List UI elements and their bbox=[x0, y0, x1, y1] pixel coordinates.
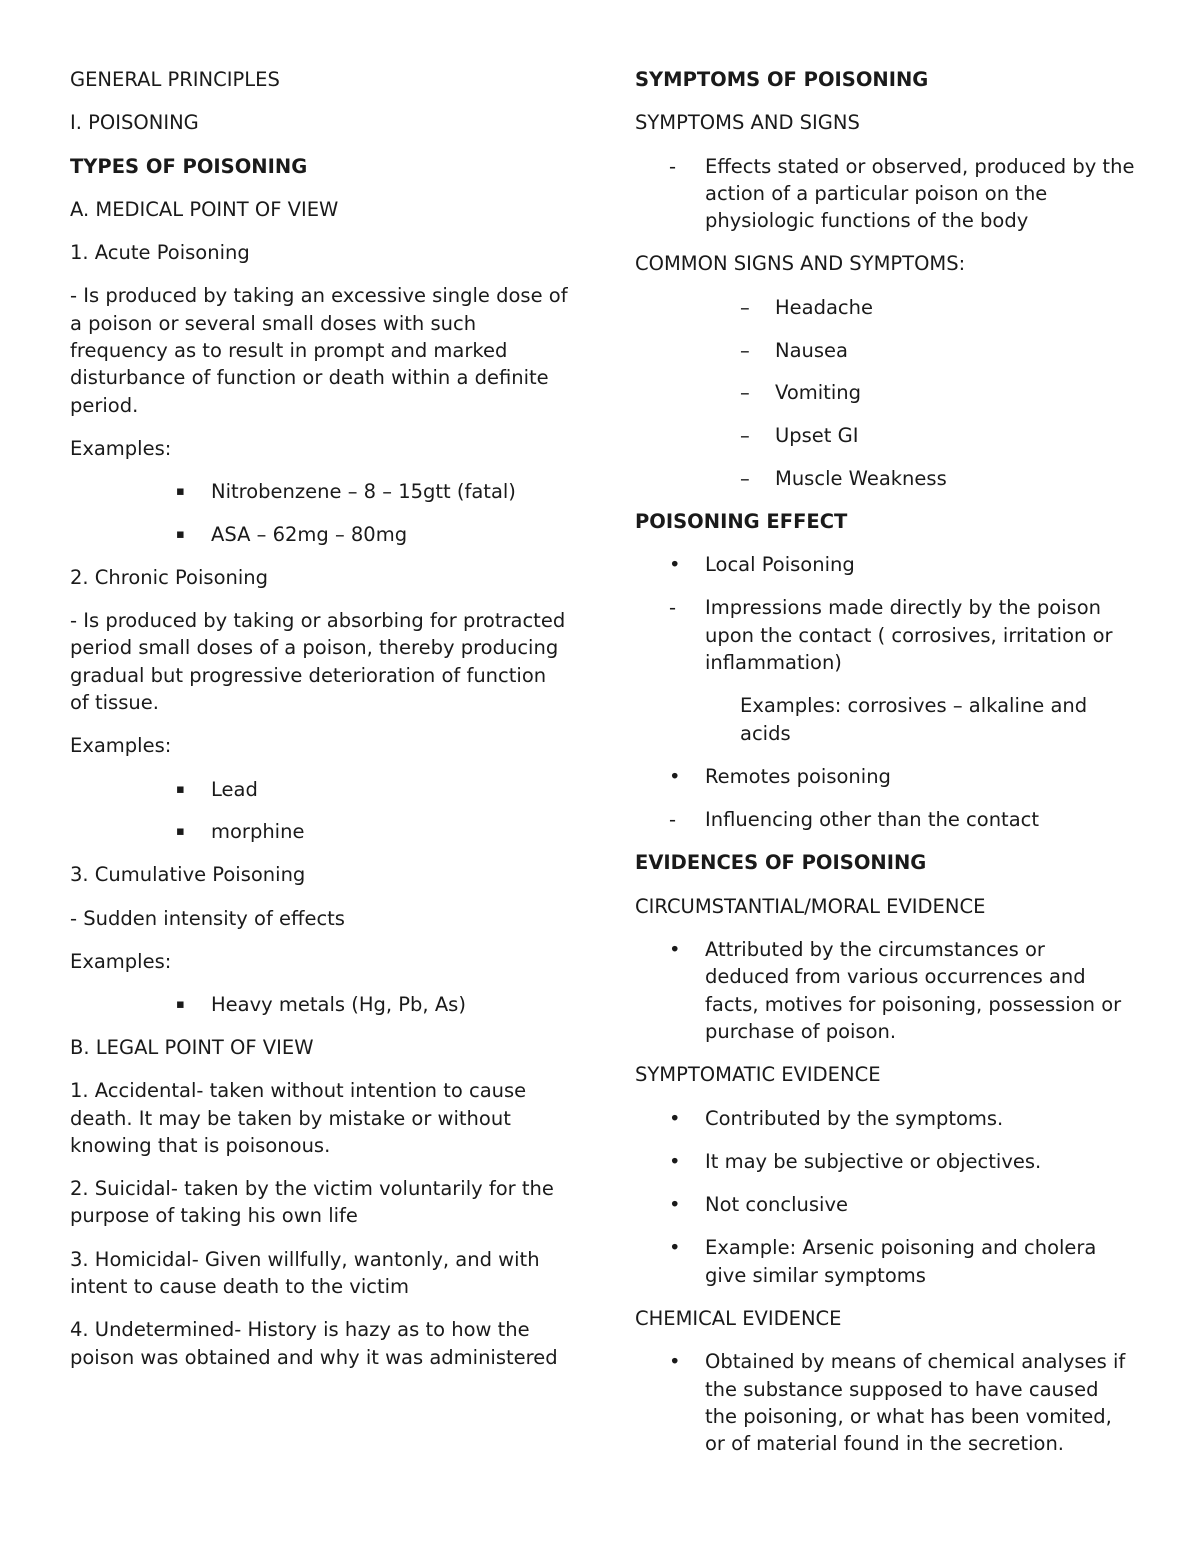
dash-bullet-icon: - bbox=[669, 154, 677, 178]
dash-bullet-icon: - bbox=[669, 596, 677, 620]
list-item: ▪ Nitrobenzene – 8 – 15gtt (fatal) bbox=[70, 478, 570, 505]
en-dash-bullet-icon: – bbox=[740, 338, 750, 362]
local-example-note: Examples: corrosives – alkaline and acids bbox=[740, 694, 1088, 745]
list-item: – Headache bbox=[635, 294, 1135, 321]
list-item: • Local Poisoning bbox=[635, 551, 1135, 578]
list-item: – Upset GI bbox=[635, 422, 1135, 449]
list-item: – Vomiting bbox=[635, 379, 1135, 406]
en-dash-bullet-icon: – bbox=[740, 295, 750, 319]
list-item: • Contributed by the symptoms. bbox=[635, 1105, 1135, 1132]
legal-pov-heading: B. LEGAL POINT OF VIEW bbox=[70, 1035, 314, 1059]
symptoms-signs-subheading: SYMPTOMS AND SIGNS bbox=[635, 111, 860, 135]
medical-pov-heading: A. MEDICAL POINT OF VIEW bbox=[70, 197, 339, 221]
symptoms-heading: SYMPTOMS OF POISONING bbox=[635, 68, 929, 91]
right-column bbox=[635, 66, 1135, 1473]
square-bullet-icon: ▪ bbox=[176, 781, 185, 797]
bullet-icon: • bbox=[669, 938, 681, 962]
chemical-subheading: CHEMICAL EVIDENCE bbox=[635, 1307, 842, 1330]
en-dash-bullet-icon: – bbox=[740, 381, 750, 405]
list-item: - Influencing other than the contact bbox=[635, 806, 1135, 833]
list-item: ▪ Heavy metals (Hg, Pb, As) bbox=[70, 991, 570, 1018]
examples-label: Examples: bbox=[70, 734, 172, 758]
list-item: • Not conclusive bbox=[635, 1191, 1135, 1218]
acute-title: 1. Acute Poisoning bbox=[70, 241, 250, 265]
list-item: – Nausea bbox=[635, 337, 1135, 364]
list-item: ▪ morphine bbox=[70, 818, 570, 845]
poisoning-heading: I. POISONING bbox=[70, 111, 199, 135]
examples-label: Examples: bbox=[70, 949, 172, 973]
bullet-icon: • bbox=[669, 1149, 681, 1173]
list-item: • Attributed by the circumstances or deduced from various occurrences and facts, motives for poisoning, possession or purchase of poison. bbox=[669, 938, 1122, 1043]
bullet-icon: • bbox=[669, 1236, 681, 1260]
list-item: - Impressions made directly by the poison upon the contact ( corrosives, irritation or inflammation) bbox=[669, 596, 1113, 674]
common-signs-subheading: COMMON SIGNS AND SYMPTOMS: bbox=[635, 252, 966, 276]
en-dash-bullet-icon: – bbox=[740, 466, 750, 490]
list-item: • Example: Arsenic poisoning and cholera give similar symptoms bbox=[669, 1236, 1097, 1287]
acute-description: - Is produced by taking an excessive single dose of a poison or several small doses with such frequency as to result in prompt and marked disturbance of function or death within a definite period. bbox=[70, 284, 568, 417]
types-heading: TYPES OF POISONING bbox=[70, 154, 308, 178]
list-item: – Muscle Weakness bbox=[635, 465, 1135, 492]
chronic-title: 2. Chronic Poisoning bbox=[70, 565, 269, 589]
cumulative-title: 3. Cumulative Poisoning bbox=[70, 863, 306, 887]
square-bullet-icon: ▪ bbox=[176, 997, 185, 1013]
bullet-icon: • bbox=[669, 1350, 681, 1374]
left-column bbox=[70, 66, 570, 1387]
bullet-icon: • bbox=[669, 553, 681, 577]
list-item: - Effects stated or observed, produced by the action of a particular poison on the physiologic functions of the body bbox=[669, 154, 1135, 233]
square-bullet-icon: ▪ bbox=[176, 824, 185, 840]
bullet-icon: • bbox=[669, 1193, 681, 1217]
symptomatic-subheading: SYMPTOMATIC EVIDENCE bbox=[635, 1063, 881, 1087]
general-principles-title: GENERAL PRINCIPLES bbox=[70, 68, 280, 91]
list-item: • Obtained by means of chemical analyses if the substance supposed to have caused the poisoning, or what has been vomited, or of material found in the secretion. bbox=[669, 1350, 1126, 1456]
evidences-heading: EVIDENCES OF POISONING bbox=[635, 851, 927, 875]
undetermined-text: 4. Undetermined- History is hazy as to how the poison was obtained and why it was administered bbox=[70, 1318, 558, 1369]
list-item: ▪ Lead bbox=[70, 776, 570, 803]
suicidal-text: 2. Suicidal- taken by the victim voluntarily for the purpose of taking his own life bbox=[70, 1177, 554, 1228]
bullet-icon: • bbox=[669, 1106, 681, 1130]
homicidal-text: 3. Homicidal- Given willfully, wantonly, and with intent to cause death to the victim bbox=[70, 1247, 540, 1298]
examples-label: Examples: bbox=[70, 436, 172, 460]
accidental-text: 1. Accidental- taken without intention to cause death. It may be taken by mistake or without knowing that is poisonous. bbox=[70, 1079, 527, 1157]
list-item: • Remotes poisoning bbox=[635, 763, 1135, 790]
poisoning-effect-heading: POISONING EFFECT bbox=[635, 509, 848, 533]
bullet-icon: • bbox=[669, 764, 681, 788]
square-bullet-icon: ▪ bbox=[176, 484, 185, 500]
dash-bullet-icon: - bbox=[669, 808, 677, 832]
en-dash-bullet-icon: – bbox=[740, 424, 750, 448]
list-item: • It may be subjective or objectives. bbox=[635, 1148, 1135, 1175]
chronic-description: - Is produced by taking or absorbing for protracted period small doses of a poison, thereby producing gradual but progressive deterioration of function of tissue. bbox=[70, 609, 566, 715]
cumulative-description: - Sudden intensity of effects bbox=[70, 906, 345, 930]
list-item: ▪ ASA – 62mg – 80mg bbox=[70, 521, 570, 548]
square-bullet-icon: ▪ bbox=[176, 527, 185, 543]
circumstantial-subheading: CIRCUMSTANTIAL/MORAL EVIDENCE bbox=[635, 894, 986, 918]
